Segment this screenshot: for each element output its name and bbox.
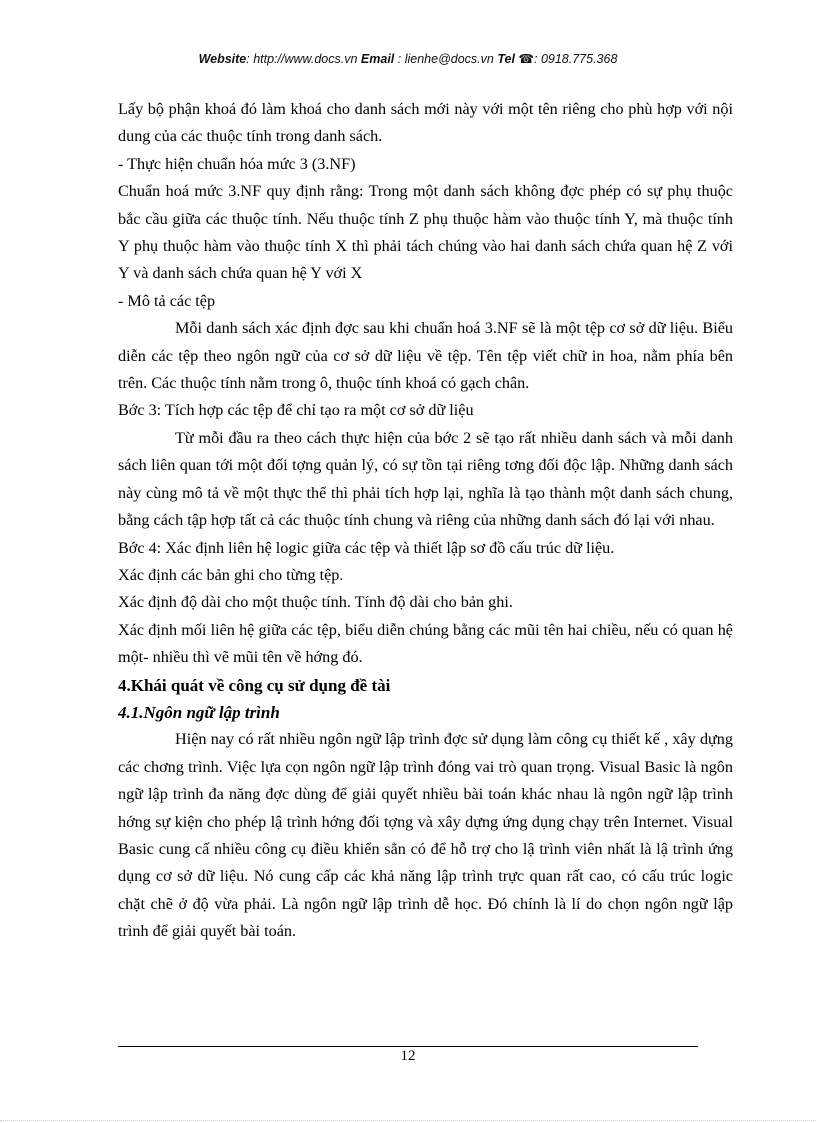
paragraph: - Mô tả các tệp: [118, 291, 216, 310]
paragraph: Bớc 4: Xác định liên hệ logic giữa các tệp và thiết lập sơ đồ cấu trúc dữ liệu.: [118, 538, 615, 557]
page-header: [0, 51, 816, 66]
section-heading: 4.Khái quát về công cụ sử dụng đề tài: [118, 675, 391, 695]
paragraph: Hiện nay có rất nhiều ngôn ngữ lập trình đợc sử dụng làm công cụ thiết kế , xây dựng các chơng trình. Việc lựa cọn ngôn ngữ lập trình đóng vai trò quan trọng. Visual Basic là ngôn ngữ lập trình đa năng đợc dùng để giải quyết nhiều bài toán khác nhau là ngôn ngữ lập trình hớng sự kiện cho phép lậ trình hớng đối tợng và xây dựng ứng dụng chạy trên Internet. Visual Basic cung cấ nhiều công cụ điều khiển sẳn có để hỗ trợ cho lậ trình viên nhất là lậ trình ứng dụng cơ sở dữ liệu. Nó cung cấp các khả năng lập trình trực quan rất cao, có cấu trúc logic chặt chẽ ở độ vừa phải. Là ngôn ngữ lập trình dễ học. Đó chính là lí do chọn ngôn ngữ lập trình để giải quyết bài toán.: [118, 730, 733, 941]
paragraph: Xác định các bản ghi cho từng tệp.: [118, 565, 344, 584]
paragraph: Từ mỗi đầu ra theo cách thực hiện của bớc 2 sẽ tạo rất nhiều danh sách và mỗi danh sách liên quan tới một đối tợng quản lý, có sự tồn tại riêng tơng đối độc lập. Những danh sách này cùng mô tả về một thực thể thì phải tích hợp lại, nghĩa là tạo thành một danh sách chung, bằng cách tập hợp tất cả các thuộc tính chung và riêng của những danh sách đó lại với nhau.: [118, 428, 733, 530]
paragraph: Xác định độ dài cho một thuộc tính. Tính độ dài cho bản ghi.: [118, 593, 513, 612]
subsection-heading: 4.1.Ngôn ngữ lập trình: [118, 702, 280, 722]
page-number: 12: [400, 1048, 416, 1064]
footer-rule: [118, 1046, 698, 1047]
tel-value: : 0918.775.368: [534, 52, 618, 66]
website-label: Website: [198, 52, 247, 66]
paragraph: Xác định mối liên hệ giữa các tệp, biểu diễn chúng bằng các mũi tên hai chiều, nếu có quan hệ một- nhiều thì vẽ mũi tên về hớng đó.: [118, 620, 733, 667]
email-label: Email: [360, 52, 395, 66]
website-value: : http://www.docs.vn: [246, 52, 358, 66]
paragraph: Mỗi danh sách xác định đợc sau khi chuẩn hoá 3.NF sẽ là một tệp cơ sở dữ liệu. Biểu diễn các tệp theo ngôn ngữ của cơ sở dữ liệu về tệp. Tên tệp viết chữ in hoa, nằm phía bên trên. Các thuộc tính nằm trong ô, thuộc tính khoá có gạch chân.: [118, 319, 733, 393]
paragraph: Lấy bộ phận khoá đó làm khoá cho danh sách mới này với một tên riêng cho phù hợp với nội dung của các thuộc tính trong danh sách.: [118, 100, 733, 146]
paragraph: Bớc 3: Tích hợp các tệp để chỉ tạo ra một cơ sở dữ liệu: [118, 401, 474, 420]
page-edge-divider: [0, 1120, 816, 1121]
paragraph: - Thực hiện chuẩn hóa mức 3 (3.NF): [118, 154, 356, 173]
tel-label: Tel: [497, 52, 515, 66]
phone-icon: ☎: [518, 52, 534, 66]
paragraph: Chuẩn hoá mức 3.NF quy định rằng: Trong một danh sách không đợc phép có sự phụ thuộc bắc cầu giữa các thuộc tính. Nếu thuộc tính Z phụ thuộc hàm vào thuộc tính Y, mà thuộc tính Y phụ thuộc hàm vào thuộc tính X thì phải tách chúng vào hai danh sách chứa quan hệ Z với Y và danh sách chứa quan hệ Y với X: [118, 182, 733, 283]
page-body: [118, 96, 733, 946]
email-value: : lienhe@docs.vn: [397, 52, 494, 66]
